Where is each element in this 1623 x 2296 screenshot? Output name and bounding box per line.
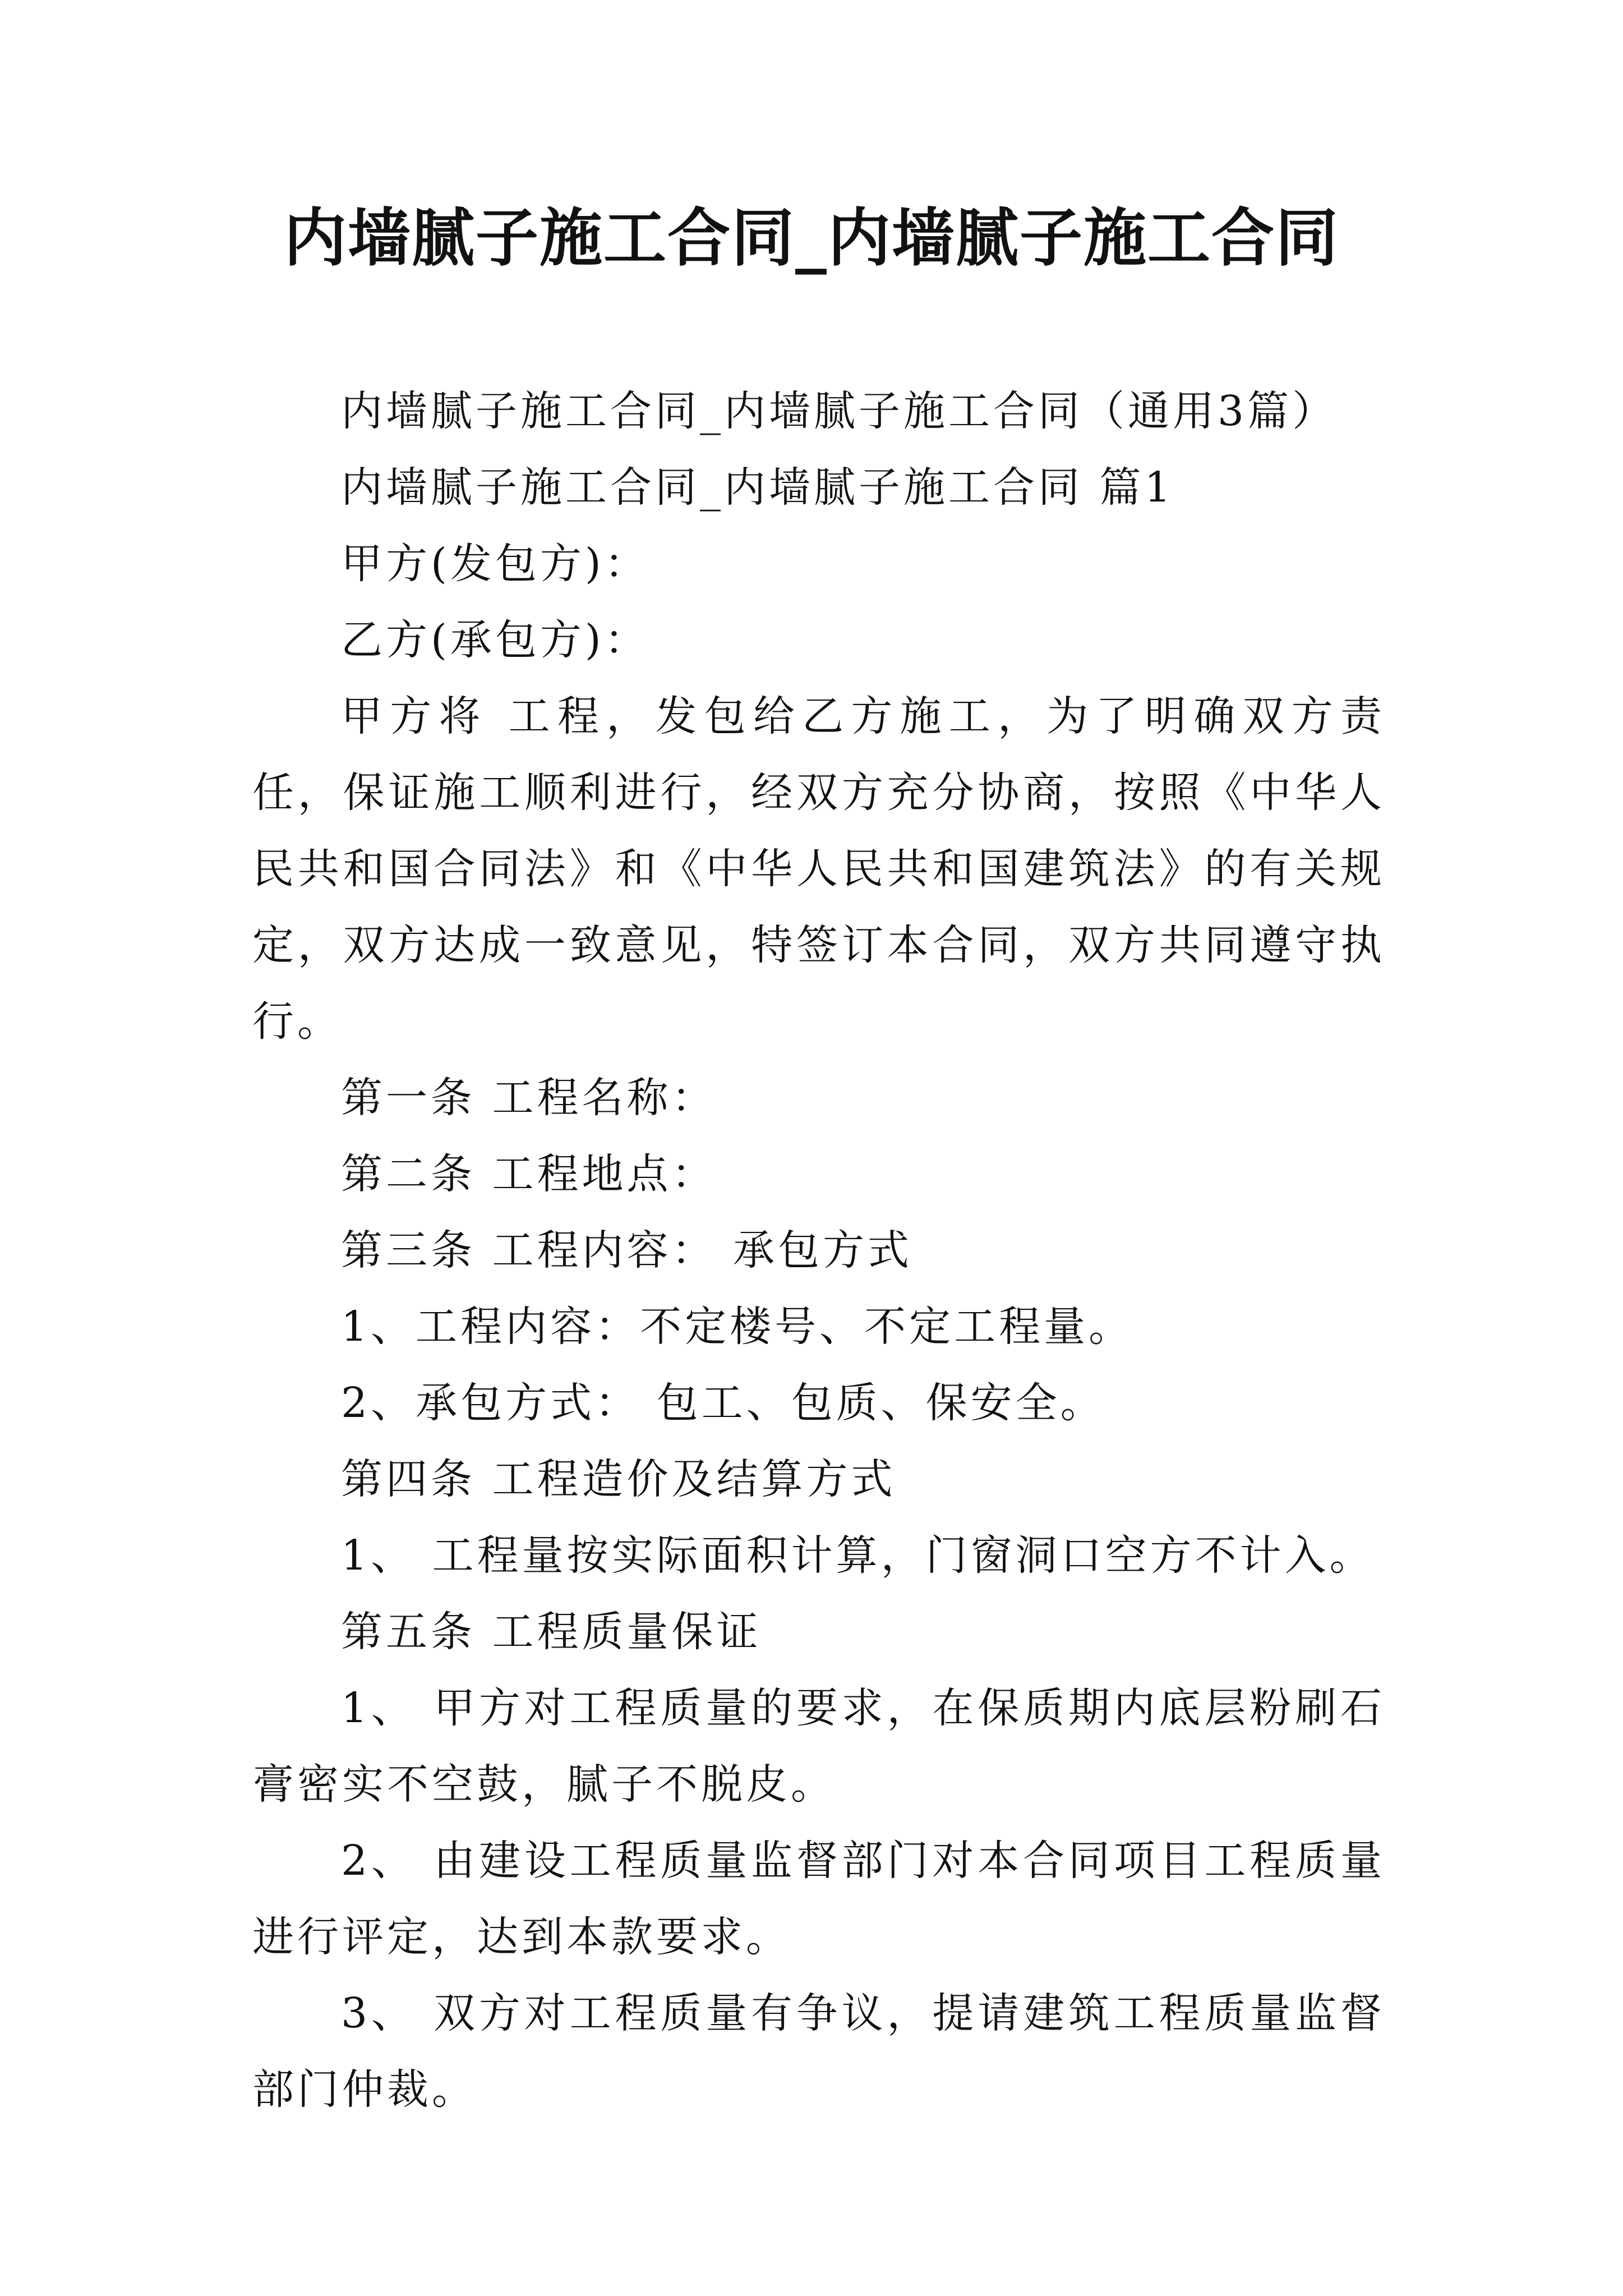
- paragraph-article-5: 第五条 工程质量保证: [341, 1608, 762, 1656]
- paragraph-article-4-item-1: 1、 工程量按实际面积计算，门窗洞口空方不计入。: [341, 1531, 1375, 1580]
- paragraph-article-5-item-3: 3、 双方对工程质量有争议，提请建筑工程质量监督部门仲裁。: [252, 1989, 1385, 2114]
- paragraph-article-5-item-2: 2、 由建设工程质量监督部门对本合同项目工程质量进行评定，达到本款要求。: [252, 1837, 1385, 1961]
- paragraph-party-a: 甲方(发包方)：: [341, 540, 649, 588]
- document-body: [252, 373, 1385, 2128]
- paragraph-article-4: 第四条 工程造价及结算方式: [341, 1455, 896, 1503]
- paragraph-party-b: 乙方(承包方)：: [341, 616, 649, 664]
- paragraph-section-heading: 内墙腻子施工合同_内墙腻子施工合同 篇1: [341, 463, 1174, 512]
- paragraph-article-5-item-1: 1、 甲方对工程质量的要求，在保质期内底层粉刷石膏密实不空鼓，腻子不脱皮。: [252, 1684, 1385, 1809]
- paragraph-preamble: 甲方将 工程，发包给乙方施工，为了明确双方责任，保证施工顺利进行，经双方充分协商，按照《中华人民共和国合同法》和《中华人民共和国建筑法》的有关规定，双方达成一致意见，特签订本合同，双方共同遵守执行。: [252, 692, 1385, 1046]
- paragraph-article-2: 第二条 工程地点：: [341, 1150, 717, 1198]
- paragraph-subtitle: 内墙腻子施工合同_内墙腻子施工合同（通用3篇）: [341, 387, 1338, 435]
- paragraph-article-3: 第三条 工程内容： 承包方式: [341, 1226, 913, 1274]
- paragraph-article-3-item-2: 2、承包方式： 包工、包质、保安全。: [341, 1379, 1105, 1427]
- document-title: 内墙腻子施工合同_内墙腻子施工合同: [284, 201, 1339, 275]
- paragraph-article-3-item-1: 1、工程内容：不定楼号、不定工程量。: [341, 1303, 1134, 1351]
- paragraph-article-1: 第一条 工程名称：: [341, 1074, 717, 1122]
